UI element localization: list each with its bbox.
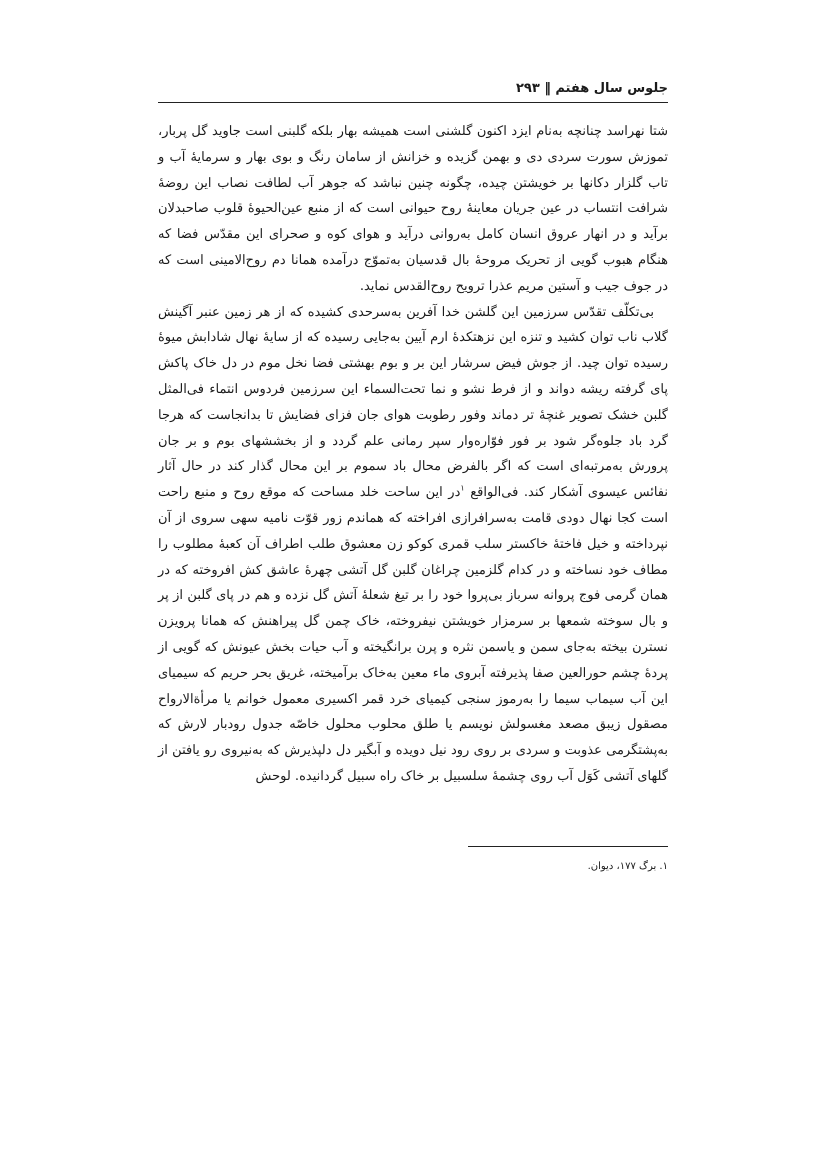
footnote-rule xyxy=(468,846,668,847)
footnote-reference[interactable]: ۱ xyxy=(460,483,465,493)
body-text xyxy=(158,119,668,790)
paragraph-1: شتا نهراسد چنانچه به‌نام ایزد اکنون گلشنی است همیشه بهار بلکه گلبنی است جاوید گل پربار، تموزش سورت سردی دی و بهمن گزیده و خزانش از سامان رنگ و بوی بهار و سرمایهٔ آب و تاب گلزار دکانها بر خویشتن چیده، چگونه چنین نباشد که جوهر آب لطافت نصاب این روضهٔ شرافت انتساب در عین جریان معاینهٔ روح حیوانی است که از منبع عین‌الحیوهٔ قلوب صاحبدلان برآید و در انهار عروق انسان کامل به‌روانی درآید و هوای کوه و صحرای این مقدّس فضا که هنگام هبوب گویی از تحریک مروحهٔ بال قدسیان به‌تموّج درآمده همانا دم روح‌الامینی است که در جوف جیب و آستین مریم عذرا ترویح روح‌القدس نماید. xyxy=(158,124,668,294)
paragraph-2 xyxy=(158,300,668,790)
footnote: ۱. برگ ۱۷۷، دیوان. xyxy=(587,861,668,872)
header-rule xyxy=(158,102,668,103)
running-head: جلوس سال هفتم ‖ ۲۹۳ xyxy=(516,81,668,96)
paragraph-2-part-2: در این ساحت خلد مساحت که موقع روح و منبع راحت است کجا نهال دودی قامت به‌سرافرازی افراخته که هماندم زور قوّت نامیه سهی سروی از آن نپرداخته و خیل فاختهٔ خاکستر سلب قمری کوکو زن معشوق طلب اطراف آن کعبهٔ مطلوب را مطاف خود نساخته و در کدام گلزمین چراغان گلبن گل آتشی چهرهٔ عاشق کش افروخته که در همان گرمی فوج پروانه سرباز بی‌پروا خود را بر تیغ شعلهٔ آتش گل نزده و هم در پای گلبن از پر و بال سوخته شمعها بر سرمزار خویشتن نیفروخته، خاک چمن گل پیراهنش که همانا پرویزن نسترن بیخته به‌جای سمن و یاسمن نثره و پرن برانگیخته و آب حیات بخش عیونش که گویی از پردهٔ چشم حورالعین صفا پذیرفته آبروی ماء معین به‌خاک برآمیخته، غریق بحر حریم که سیمیای این آب سیماب سیما را به‌رموز سنجی کیمیای خرد قمر اکسیری معمول خوانم یا مرأةالارواح مصقول زیبق مصعد مغسولش نویسم یا طلق محلوب محلول خاصّه جدول رودبار لارش که به‌پشتگرمی عذوبت و سردی بر روی رود نیل دویده و آبگیر دل دلپذیرش که به‌نیروی رو یافتن از گلهای آتشی کَوَل آب روی چشمهٔ سلسبیل بر خاک راه سبیل گردانیده. لوحش xyxy=(158,485,669,784)
paragraph-2-part-1: بی‌تکلّف تقدّس سرزمین این گلشن خدا آفرین به‌سرحدی کشیده که از هر زمین عنبر آگینش گلاب ناب توان کشید و تنزه این نزهتکدهٔ ارم آیین به‌جایی رسیده که از سایهٔ نهال شادابش میوهٔ رسیده توان چید. از جوش فیض سرشار این بر و بوم بهشتی فضا نخل موم در دل خاک پاکش پای گرفته ریشه دواند و از فرط نشو و نما تحت‌السماء این سرزمین فردوس انتماء فی‌المثل گلبن خشک تصویر غنچهٔ تر دماند وفور رطوبت هوای جان فزای فضایش تا بدانجاست که هرجا گرد باد جلوه‌گر شود بر فور فوّاره‌وار سپر رمانی علم گردد و از بخششهای بوم و بر جان پرورش به‌مرتبه‌ای است که اگر بالفرض محال باد سموم بر این محال گذار کند در حال آثار نفائس عیسوی آشکار کند. فی‌الواقع xyxy=(158,304,668,501)
